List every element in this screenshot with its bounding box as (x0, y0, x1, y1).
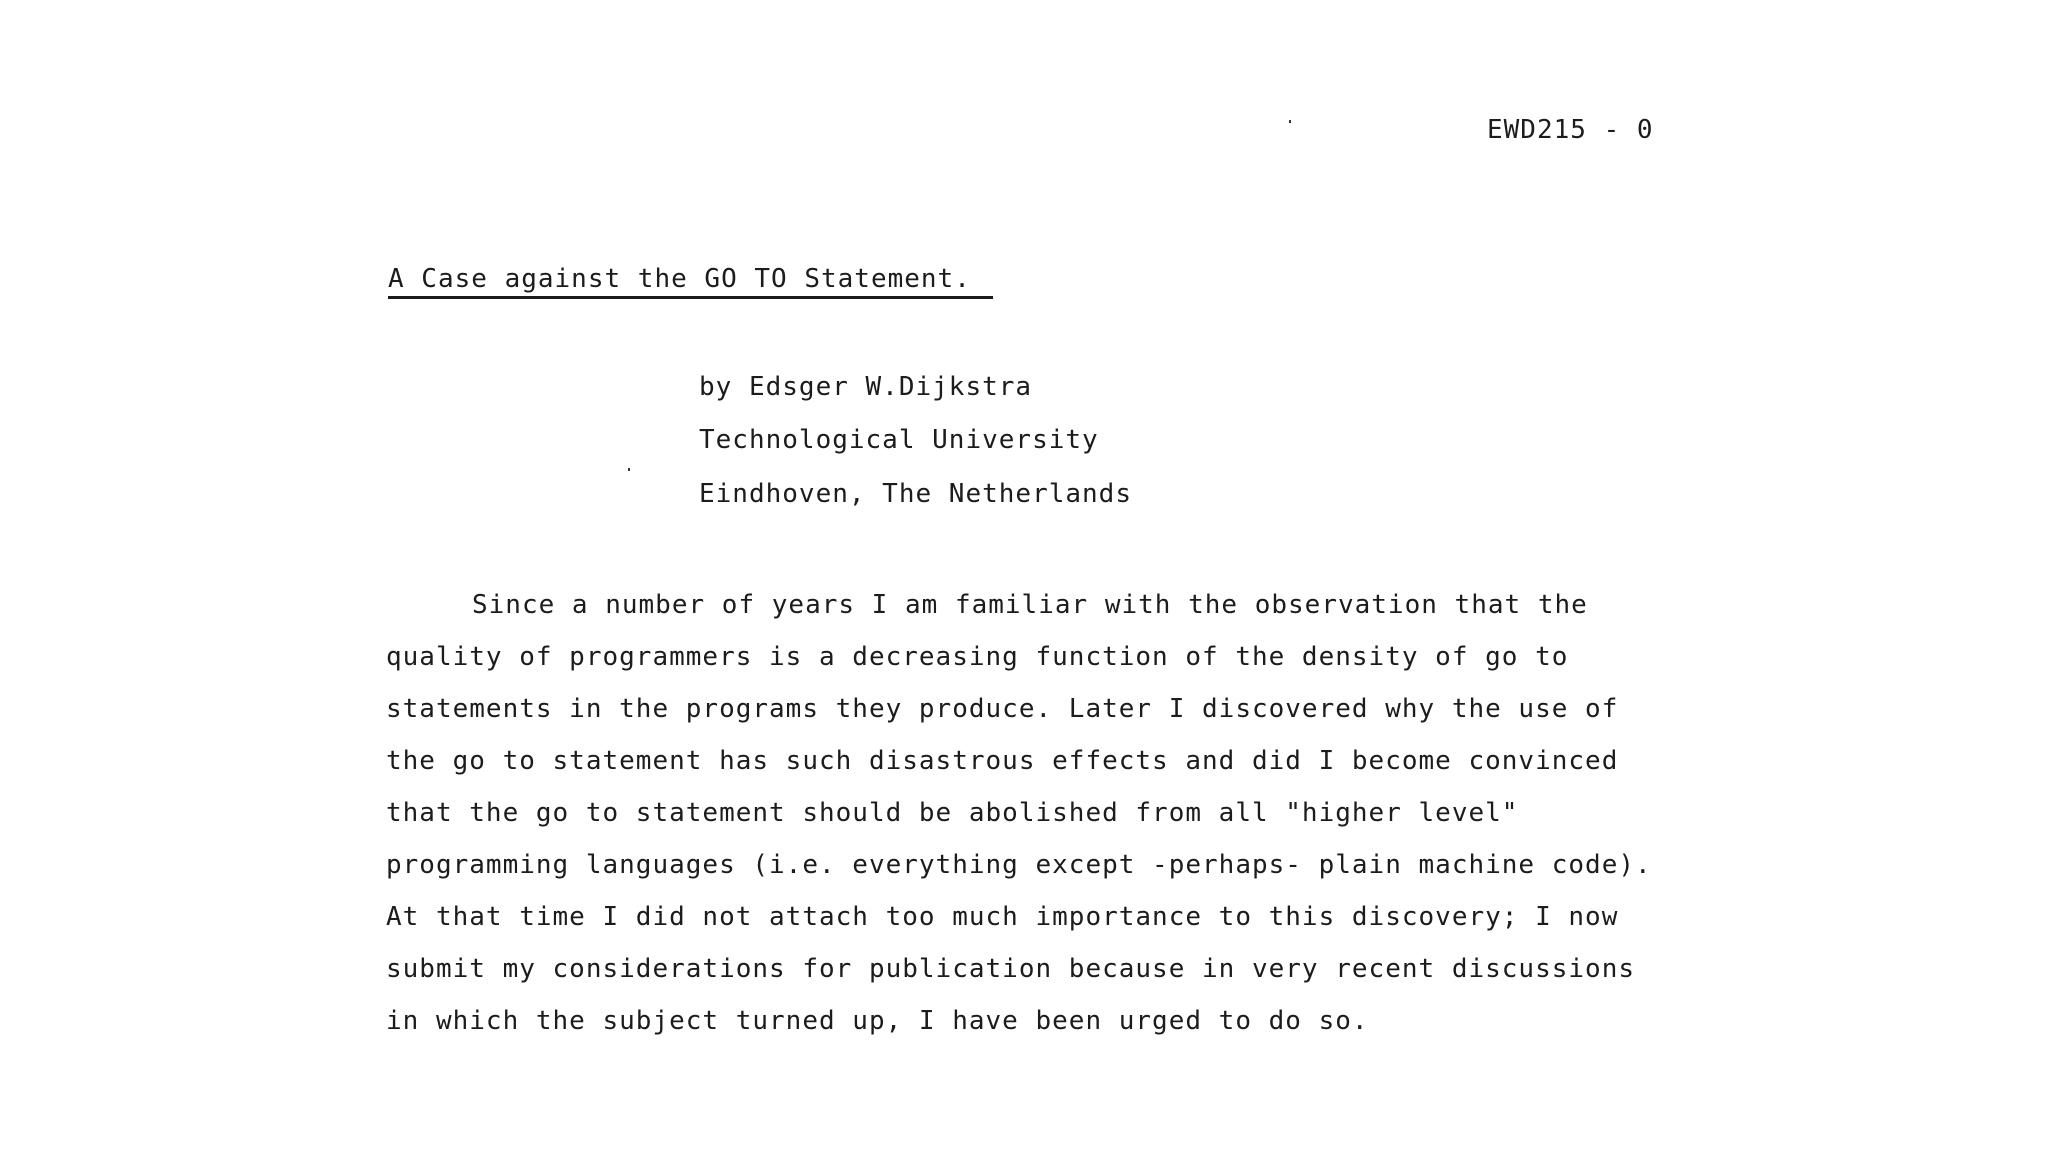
paragraph-line: submit my considerations for publication because in very recent discussions (386, 954, 1635, 984)
paragraph-line: in which the subject turned up, I have been urged to do so. (386, 1006, 1369, 1036)
scan-speck (1289, 120, 1291, 123)
paragraph-line: Since a number of years I am familiar with the observation that the (472, 590, 1588, 620)
document-id: EWD215 - 0 (1487, 115, 1654, 145)
paragraph-line: that the go to statement should be abolished from all "higher level" (386, 798, 1519, 828)
paragraph-line: quality of programmers is a decreasing function of the density of go to (386, 642, 1569, 672)
author-line: by Edsger W.Dijkstra (699, 372, 1033, 402)
paragraph-line: statements in the programs they produce. Later I discovered why the use of (386, 694, 1619, 724)
paragraph-line: At that time I did not attach too much importance to this discovery; I now (386, 902, 1619, 932)
paragraph-line: programming languages (i.e. everything except -perhaps- plain machine code). (386, 850, 1652, 880)
document-title: A Case against the GO TO Statement. (388, 266, 993, 299)
paragraph-line: the go to statement has such disastrous effects and did I become convinced (386, 746, 1619, 776)
scan-speck (628, 468, 630, 471)
affiliation-line: Technological University (699, 425, 1099, 455)
location-line: Eindhoven, The Netherlands (699, 479, 1132, 509)
